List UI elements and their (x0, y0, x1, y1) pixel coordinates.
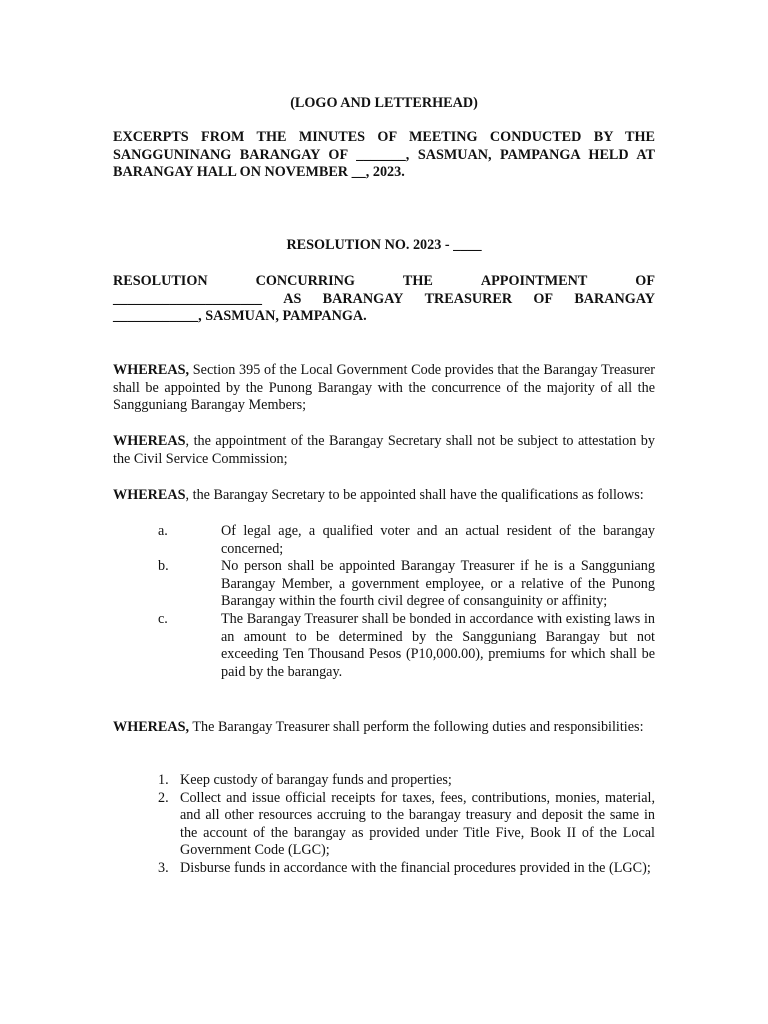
paragraph-text: , the Barangay Secretary to be appointed shall have the qualifications as follows: (185, 487, 644, 503)
list-marker: 1. (158, 772, 169, 788)
resolution-title-line-1 (113, 273, 655, 291)
title-word: RESOLUTION (113, 273, 208, 289)
list-marker: 2. (158, 789, 169, 806)
list-item (113, 860, 655, 878)
list-marker: a. (158, 523, 168, 539)
paragraph-text: Section 395 of the Local Government Code provides that the Barangay Treasurer shall be appointed by the Punong Barangay with the concurrence of the majority of all the Sangguniang Barangay Members; (113, 362, 655, 414)
title-word: CONCURRING (255, 273, 355, 289)
list-item-text: Keep custody of barangay funds and properties; (180, 772, 452, 788)
list-marker: 3. (158, 859, 169, 876)
list-item (113, 772, 655, 790)
minutes-excerpt-heading: EXCERPTS FROM THE MINUTES OF MEETING CONDUCTED BY THE SANGGUNINANG BARANGAY OF _______, SASMUAN, PAMPANGA HELD AT BARANGAY HALL ON NOVEMBER __, 2023. (113, 129, 655, 181)
title-word: _____________________ (113, 290, 262, 307)
list-item (113, 790, 655, 860)
title-word: OF (635, 273, 655, 289)
whereas-lead: WHEREAS (113, 433, 186, 449)
letterhead-placeholder: (LOGO AND LETTERHEAD) (290, 95, 478, 111)
list-item (113, 558, 655, 611)
whereas-paragraph-2 (113, 433, 655, 468)
title-word: TREASURER (424, 290, 513, 307)
resolution-title-line-2 (113, 291, 655, 309)
list-item-text: No person shall be appointed Barangay Treasurer if he is a Sangguniang Barangay Member, a government employee, or a relative of the Punong Barangay within the fourth civil degree of consanguinity or affinity; (221, 558, 655, 610)
list-marker: b. (158, 558, 169, 575)
title-word: OF (533, 290, 554, 307)
title-word: AS (283, 290, 302, 307)
list-item-text: Disburse funds in accordance with the financial procedures provided in the (LGC); (180, 859, 651, 876)
title-word: APPOINTMENT (480, 273, 588, 289)
whereas-paragraph-3 (113, 487, 655, 505)
whereas-paragraph-4 (113, 719, 655, 737)
duties-list (113, 772, 655, 878)
title-word: THE (402, 273, 433, 289)
list-item-text: Collect and issue official receipts for taxes, fees, contributions, monies, material, and all other resources accruing to the barangay treasury and deposit the same in the account of the barangay as provided under Title Five, Book II of the Local Government Code (LGC); (180, 789, 655, 859)
list-marker: c. (158, 610, 168, 627)
resolution-number: RESOLUTION NO. 2023 - ____ (286, 237, 482, 253)
paragraph-text: , the appointment of the Barangay Secretary shall not be subject to attestation by the Civil Service Commission; (113, 433, 655, 467)
whereas-lead: WHEREAS, (113, 719, 190, 735)
paragraph-text: The Barangay Treasurer shall perform the following duties and responsibilities: (189, 719, 644, 735)
qualifications-list (113, 523, 655, 681)
list-item (113, 523, 655, 558)
title-word: BARANGAY (322, 290, 404, 307)
whereas-lead: WHEREAS, (113, 362, 190, 378)
whereas-paragraph-1 (113, 362, 655, 415)
resolution-title-line-3: ____________, SASMUAN, PAMPANGA. (113, 308, 367, 325)
list-item-text: The Barangay Treasurer shall be bonded in accordance with existing laws in an amount to be determined by the Sangguniang Barangay but not exceeding Ten Thousand Pesos (P10,000.00), premiums for which shall be paid by the barangay. (221, 610, 655, 680)
resolution-title (113, 273, 655, 326)
whereas-lead: WHEREAS (113, 487, 186, 503)
list-item (113, 611, 655, 681)
title-word: BARANGAY (574, 290, 655, 307)
list-item-text: Of legal age, a qualified voter and an actual resident of the barangay concerned; (221, 523, 655, 557)
